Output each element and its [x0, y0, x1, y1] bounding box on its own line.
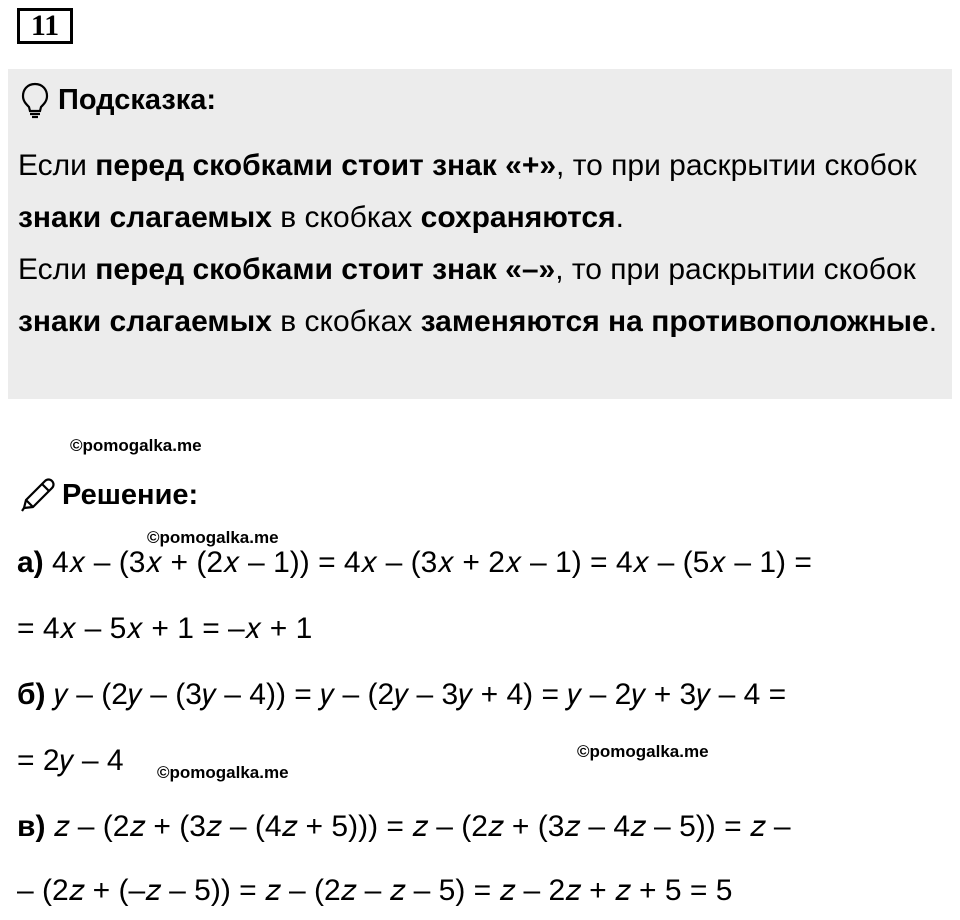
watermark: ©pomogalka.me — [70, 436, 202, 455]
solution-line-b-cont: = 2𝑦 – 4 — [17, 744, 124, 777]
task-number: 11 — [17, 8, 73, 44]
solution-line-c: в) 𝑧 – (2𝑧 + (3𝑧 – (4𝑧 + 5))) = 𝑧 – (2𝑧 + (3𝑧 – 4𝑧 – 5)) = 𝑧 – — [17, 810, 791, 843]
hint-heading — [20, 80, 216, 120]
solution-title: Решение: — [62, 478, 199, 511]
solution-heading — [18, 474, 198, 516]
watermark: ©pomogalka.me — [147, 528, 279, 547]
solution-line-a-cont: = 4𝑥 – 5𝑥 + 1 = –𝑥 + 1 — [17, 612, 313, 645]
hint-rule-plus: Если перед скобками стоит знак «+», то при раскрытии скобок знаки слагаемых в скобках сохраняются. — [18, 149, 917, 234]
solution-line-a: а) 4𝑥 – (3𝑥 + (2𝑥 – 1)) = 4𝑥 – (3𝑥 + 2𝑥 – 1) = 4𝑥 – (5𝑥 – 1) = — [17, 546, 812, 579]
watermark: ©pomogalka.me — [577, 742, 709, 761]
hint-text — [18, 140, 938, 348]
pencil-icon — [18, 476, 56, 514]
hint-rule-minus: Если перед скобками стоит знак «–», то при раскрытии скобок знаки слагаемых в скобках заменяются на противоположные. — [18, 253, 938, 338]
lightbulb-icon — [20, 81, 50, 119]
hint-title: Подсказка: — [58, 83, 217, 116]
solution-line-b: б) 𝑦 – (2𝑦 – (3𝑦 – 4)) = 𝑦 – (2𝑦 – 3𝑦 + 4) = 𝑦 – 2𝑦 + 3𝑦 – 4 = — [17, 678, 787, 711]
watermark: ©pomogalka.me — [157, 763, 289, 782]
solution-line-c-cont: – (2𝑧 + (–𝑧 – 5)) = 𝑧 – (2𝑧 – 𝑧 – 5) = 𝑧 – 2𝑧 + 𝑧 + 5 = 5 — [17, 874, 733, 907]
